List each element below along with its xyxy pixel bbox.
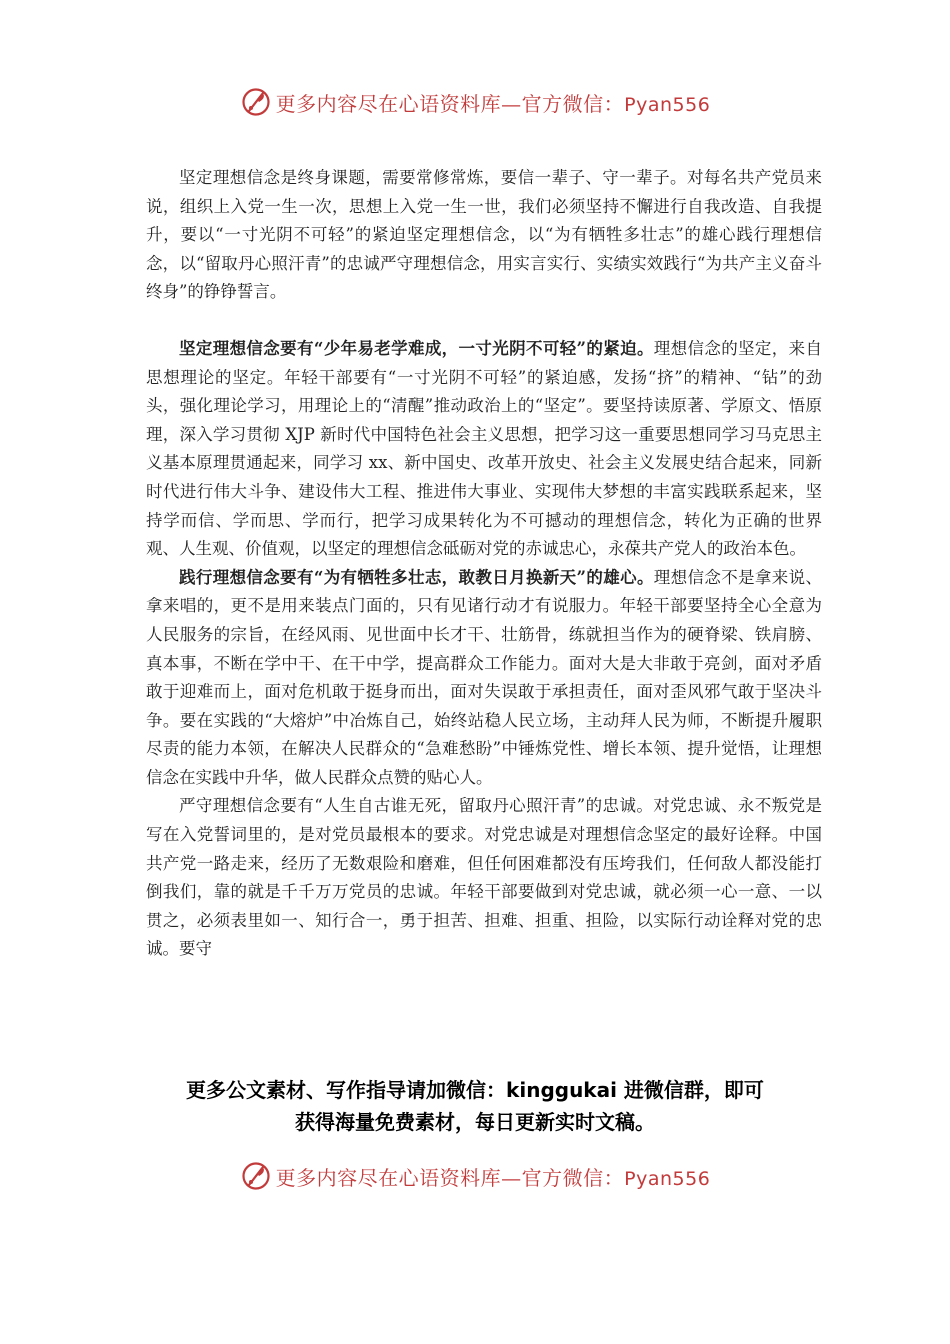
document-body <box>146 164 822 964</box>
wechat-id: Pyan556 <box>624 93 711 116</box>
paragraph: 坚定理想信念是终身课题，需要常修常炼，要信一辈子、守一辈子。对每名共产党员来说，组织上入党一生一次，思想上入党一生一世，我们必须坚持不懈进行自我改造、自我提升，要以“一寸光阴不可轻”的紧迫坚定理想信念，以“为有牺牲多壮志”的雄心践行理想信念，以“留取丹心照汗青”的忠诚严守理想信念，用实言实行、实绩实效践行“为共产主义奋斗终身”的铮铮誓言。 <box>146 168 822 302</box>
paragraph: 坚定理想信念要有“少年易老学难成，一寸光阴不可轻”的紧迫。理想信念的坚定，来自思想理论的坚定。年轻干部要有“一寸光阴不可轻”的紧迫感，发扬“挤”的精神、“钻”的劲头，强化理论学习，用理论上的“清醒”推动政治上的“坚定”。要坚持读原著、学原文、悟原理，深入学习贯彻 XJP 新时代中国特色社会主义思想，把学习这一重要思想同学习马克思主义基本原理贯通起来，同学习 xx、新中国史、改革开放史、社会主义发展史结合起来，同新时代进行伟大斗争、建设伟大工程、推进伟大事业、实现伟大梦想的丰富实践联系起来，坚持学而信、学而思、学而行，把学习成果转化为不可撼动的理想信念，转化为正确的世界观、人生观、价值观，以坚定的理想信念砥砺对党的赤诚忠心，永葆共产党人的政治本色。 <box>146 338 822 559</box>
paragraph: 践行理想信念要有“为有牺牲多壮志，敢教日月换新天”的雄心。理想信念不是拿来说、拿来唱的，更不是用来装点门面的，只有见诸行动才有说服力。年轻干部要坚持全心全意为人民服务的宗旨，在经风雨、见世面中长才干、壮筋骨，练就担当作为的硬脊梁、铁肩膀、真本事，不断在学中干、在干中学，提高群众工作能力。面对大是大非敢于亮剑，面对矛盾敢于迎难而上，面对危机敢于挺身而出，面对失误敢于承担责任，面对歪风邪气敢于坚决斗争。要在实践的“大熔炉”中冶炼自己，始终站稳人民立场，主动拜人民为师，不断提升履职尽责的能力本领，在解决人民群众的“急难愁盼”中锤炼党性、增长本领、提升觉悟，让理想信念在实践中升华，做人民群众点赞的贴心人。 <box>146 567 822 787</box>
paragraph: 严守理想信念要有“人生自古谁无死，留取丹心照汗青”的忠诚。对党忠诚、永不叛党是写在入党誓词里的，是对党员最根本的要求。对党忠诚是对理想信念坚定的最好诠释。中国共产党一路走来，经历了无数艰险和磨难，但任何困难都没有压垮我们，任何敌人都没能打倒我们，靠的就是千千万万党员的忠诚。年轻干部要做到对党忠诚，就必须一心一意、一以贯之，必须表里如一、知行合一，勇于担苦、担难、担重、担险，以实际行动诠释对党的忠诚。要守 <box>146 796 822 959</box>
promo-line: 获得海量免费素材，每日更新实时文稿。 <box>295 1110 655 1134</box>
quill-logo-icon <box>240 1160 272 1192</box>
promo-line: 更多公文素材、写作指导请加微信：kinggukai 进微信群，即可 <box>186 1078 764 1102</box>
footer-banner <box>0 1154 950 1198</box>
banner-text: 更多内容尽在心语资料库—官方微信：Pyan556 <box>275 1165 711 1190</box>
banner-text: 更多内容尽在心语资料库—官方微信：Pyan556 <box>275 91 711 116</box>
paragraph-heading: 坚定理想信念要有“少年易老学难成，一寸光阴不可轻”的紧迫。 <box>179 338 654 358</box>
promo-notice <box>0 1074 950 1138</box>
header-banner <box>0 80 950 124</box>
paragraph-heading: 践行理想信念要有“为有牺牲多壮志，敢教日月换新天”的雄心。 <box>179 567 654 587</box>
quill-logo-icon <box>240 86 272 118</box>
wechat-id: Pyan556 <box>624 1167 711 1190</box>
